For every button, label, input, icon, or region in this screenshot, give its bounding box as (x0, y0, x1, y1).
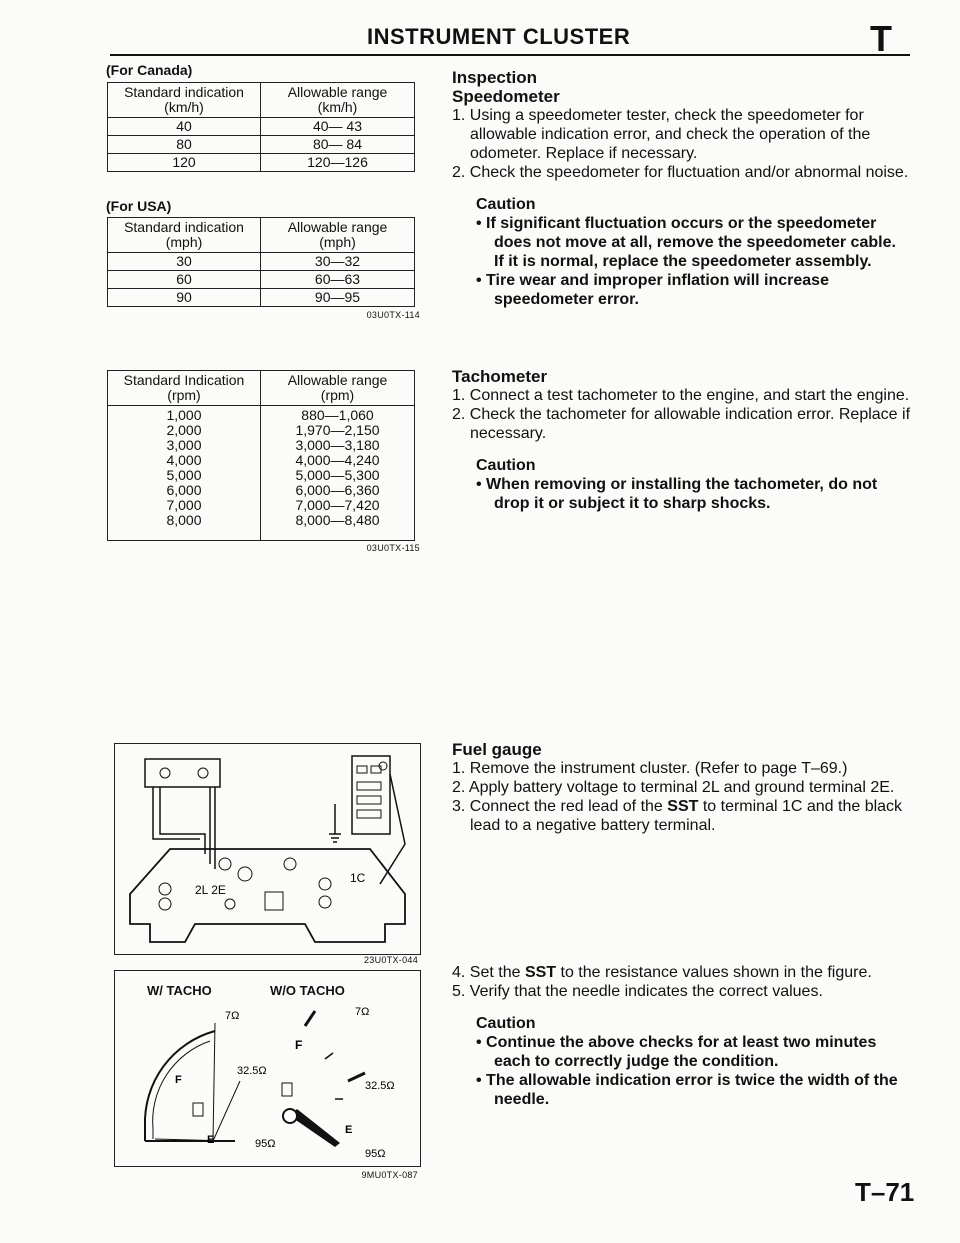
figure-code: 23U0TX-044 (363, 955, 418, 965)
table-header-row (108, 83, 415, 118)
caution-bullet: • Continue the above checks for at least two minutes each to correctly judge the condition. (476, 1034, 877, 1070)
page-header (0, 18, 960, 58)
fuel-gauge-diagram (115, 971, 420, 1166)
fuel-pump-icon (282, 1083, 292, 1096)
table-row (108, 271, 415, 289)
cell-allowable: 60—63 (261, 271, 415, 289)
cell-standard: 90 (108, 289, 261, 307)
with-tacho-label: W/ TACHO (147, 983, 212, 998)
caution-bullet: • Tire wear and improper inflation will increase speedometer error. (476, 272, 829, 308)
cell-allowable: 120—126 (261, 154, 415, 172)
table-row (108, 253, 415, 271)
caution-heading: Caution (476, 196, 536, 213)
usa-table (107, 217, 415, 307)
table-row (108, 406, 415, 541)
terminal-1c-label: 1C (350, 871, 366, 885)
cell-allowable: 30—32 (261, 253, 415, 271)
r95-label-left: 95Ω (255, 1138, 276, 1150)
header-allowable: Allowable range (km/h) (261, 83, 415, 118)
cell-allowable: 40— 43 (261, 118, 415, 136)
cluster-wiring-figure (114, 743, 421, 955)
r325-label-left: 32.5Ω (237, 1065, 267, 1077)
header-rule (110, 54, 910, 56)
cell-standard: 80 (108, 136, 261, 154)
caution-bullet-text: Continue the above checks for at least two minutes each to correctly judge the condition. (486, 1034, 877, 1070)
cell-standard: 120 (108, 154, 261, 172)
figure-code: 03U0TX-114 (366, 310, 420, 320)
table-row (108, 289, 415, 307)
fuel-step-4-a: 4. Set the (452, 964, 525, 981)
speedometer-heading: Speedometer (452, 87, 560, 106)
caution-heading: Caution (476, 1015, 536, 1032)
fuel-step-3 (452, 797, 910, 835)
needle-pivot-icon (283, 1109, 297, 1123)
fuel-step-4 (452, 963, 910, 982)
header-standard: Standard Indication (rpm) (108, 371, 261, 406)
cell-allowable: 90—95 (261, 289, 415, 307)
table-header-row (108, 218, 415, 253)
fuel-gauge-heading: Fuel gauge (452, 740, 542, 759)
caution-bullet-text: Tire wear and improper inflation will increase speedometer error. (486, 272, 829, 308)
fuel-step-5: 5. Verify that the needle indicates the correct values. (452, 983, 823, 1000)
inspection-heading: Inspection (452, 68, 538, 87)
page-number: T–71 (855, 1177, 915, 1207)
cell-standard: 30 (108, 253, 261, 271)
battery-terminal-icon (160, 768, 170, 778)
full-mark-left: F (175, 1074, 182, 1086)
sst-term: SST (524, 964, 557, 981)
empty-mark-left: E (207, 1134, 215, 1146)
usa-label: (For USA) (106, 198, 172, 214)
speedo-step-1: 1. Using a speedometer tester, check the speedometer for allowable indication error, and check the operation of the odometer. Replace if necessary. (452, 107, 871, 162)
table-row (108, 154, 415, 172)
tacho-step-2: 2. Check the tachometer for allowable indication error. Replace if necessary. (452, 406, 911, 442)
needle-line-icon (213, 1023, 215, 1141)
r7-label-right: 7Ω (355, 1006, 370, 1018)
without-tacho-label: W/O TACHO (270, 983, 345, 998)
fuel-step-3-b: to terminal 1C and the black lead to a negative battery terminal. (470, 798, 903, 834)
caution-bullet-text: If significant fluctuation occurs or the speedometer does not move at all, remove the speedometer cable. If it is normal, replace the speedometer assembly. (486, 215, 896, 270)
r95-label-right: 95Ω (365, 1148, 386, 1160)
table-header-row (108, 371, 415, 406)
caution-bullet: • The allowable indication error is twice the width of the needle. (476, 1072, 898, 1108)
speedometer-section (452, 68, 910, 309)
header-allowable: Allowable range (mph) (261, 218, 415, 253)
cell-standard: 40 (108, 118, 261, 136)
full-mark-right: F (295, 1038, 303, 1052)
cluster-wiring-diagram (115, 744, 420, 954)
caution-bullet: • If significant fluctuation occurs or the speedometer does not move at all, remove the speedometer cable. If it is normal, replace the speedometer assembly. (476, 215, 896, 270)
fuel-step-4-b: to the resistance values shown in the figure. (556, 964, 872, 981)
tacho-table (107, 370, 415, 541)
cell-allowable: 80— 84 (261, 136, 415, 154)
tachometer-heading: Tachometer (452, 367, 548, 386)
figure-code: 9MU0TX-087 (361, 1170, 418, 1180)
needle-line-icon (213, 1081, 240, 1141)
tacho-step-1: 1. Connect a test tachometer to the engine, and start the engine. (452, 387, 910, 404)
section-letter: T (870, 18, 892, 59)
ground-icon (329, 804, 341, 842)
table-row (108, 118, 415, 136)
gauge-face-icon (145, 1031, 215, 1141)
fuel-gauge-section-continued (452, 963, 910, 1109)
battery-icon (145, 759, 220, 787)
page-title: INSTRUMENT CLUSTER (367, 24, 631, 49)
fuel-step-1: 1. Remove the instrument cluster. (Refer to page T–69.) (452, 760, 848, 777)
caution-bullet-text: The allowable indication error is twice the width of the needle. (486, 1072, 898, 1108)
cell-standard: 60 (108, 271, 261, 289)
header-allowable: Allowable range (rpm) (261, 371, 415, 406)
cell-standard-list: 1,000 2,000 3,000 4,000 5,000 6,000 7,000 8,000 (108, 406, 261, 541)
tachometer-section (452, 367, 910, 513)
canada-label: (For Canada) (106, 62, 193, 78)
caution-heading: Caution (476, 457, 536, 474)
fuel-gauge-figure (114, 970, 421, 1167)
caution-bullet: • When removing or installing the tachometer, do not drop it or subject it to sharp shocks. (476, 476, 878, 512)
canada-table (107, 82, 415, 172)
table-row (108, 136, 415, 154)
fuel-gauge-section (452, 740, 910, 835)
r325-label-right: 32.5Ω (365, 1080, 395, 1092)
cell-allowable-list: 880—1,060 1,970—2,150 3,000—3,180 4,000—4,240 5,000—5,300 6,000—6,360 7,000—7,420 8,000—8,480 (261, 406, 415, 541)
fuel-step-3-a: 3. Connect the red lead of the (452, 798, 668, 815)
caution-bullet-text: When removing or installing the tachometer, do not drop it or subject it to sharp shocks. (486, 476, 878, 512)
fuel-step-2: 2. Apply battery voltage to terminal 2L and ground terminal 2E. (452, 779, 895, 796)
header-standard: Standard indication (km/h) (108, 83, 261, 118)
terminal-2l-2e-label: 2L 2E (195, 883, 226, 897)
fuel-pump-icon (193, 1103, 203, 1116)
battery-terminal-icon (198, 768, 208, 778)
empty-mark-right: E (345, 1124, 353, 1136)
cluster-outline-icon (130, 849, 405, 942)
figure-code: 03U0TX-115 (366, 543, 420, 553)
r7-label-left: 7Ω (225, 1010, 240, 1022)
header-standard: Standard indication (mph) (108, 218, 261, 253)
speedo-step-2: 2. Check the speedometer for fluctuation and/or abnormal noise. (452, 164, 909, 181)
sst-term: SST (667, 798, 699, 815)
